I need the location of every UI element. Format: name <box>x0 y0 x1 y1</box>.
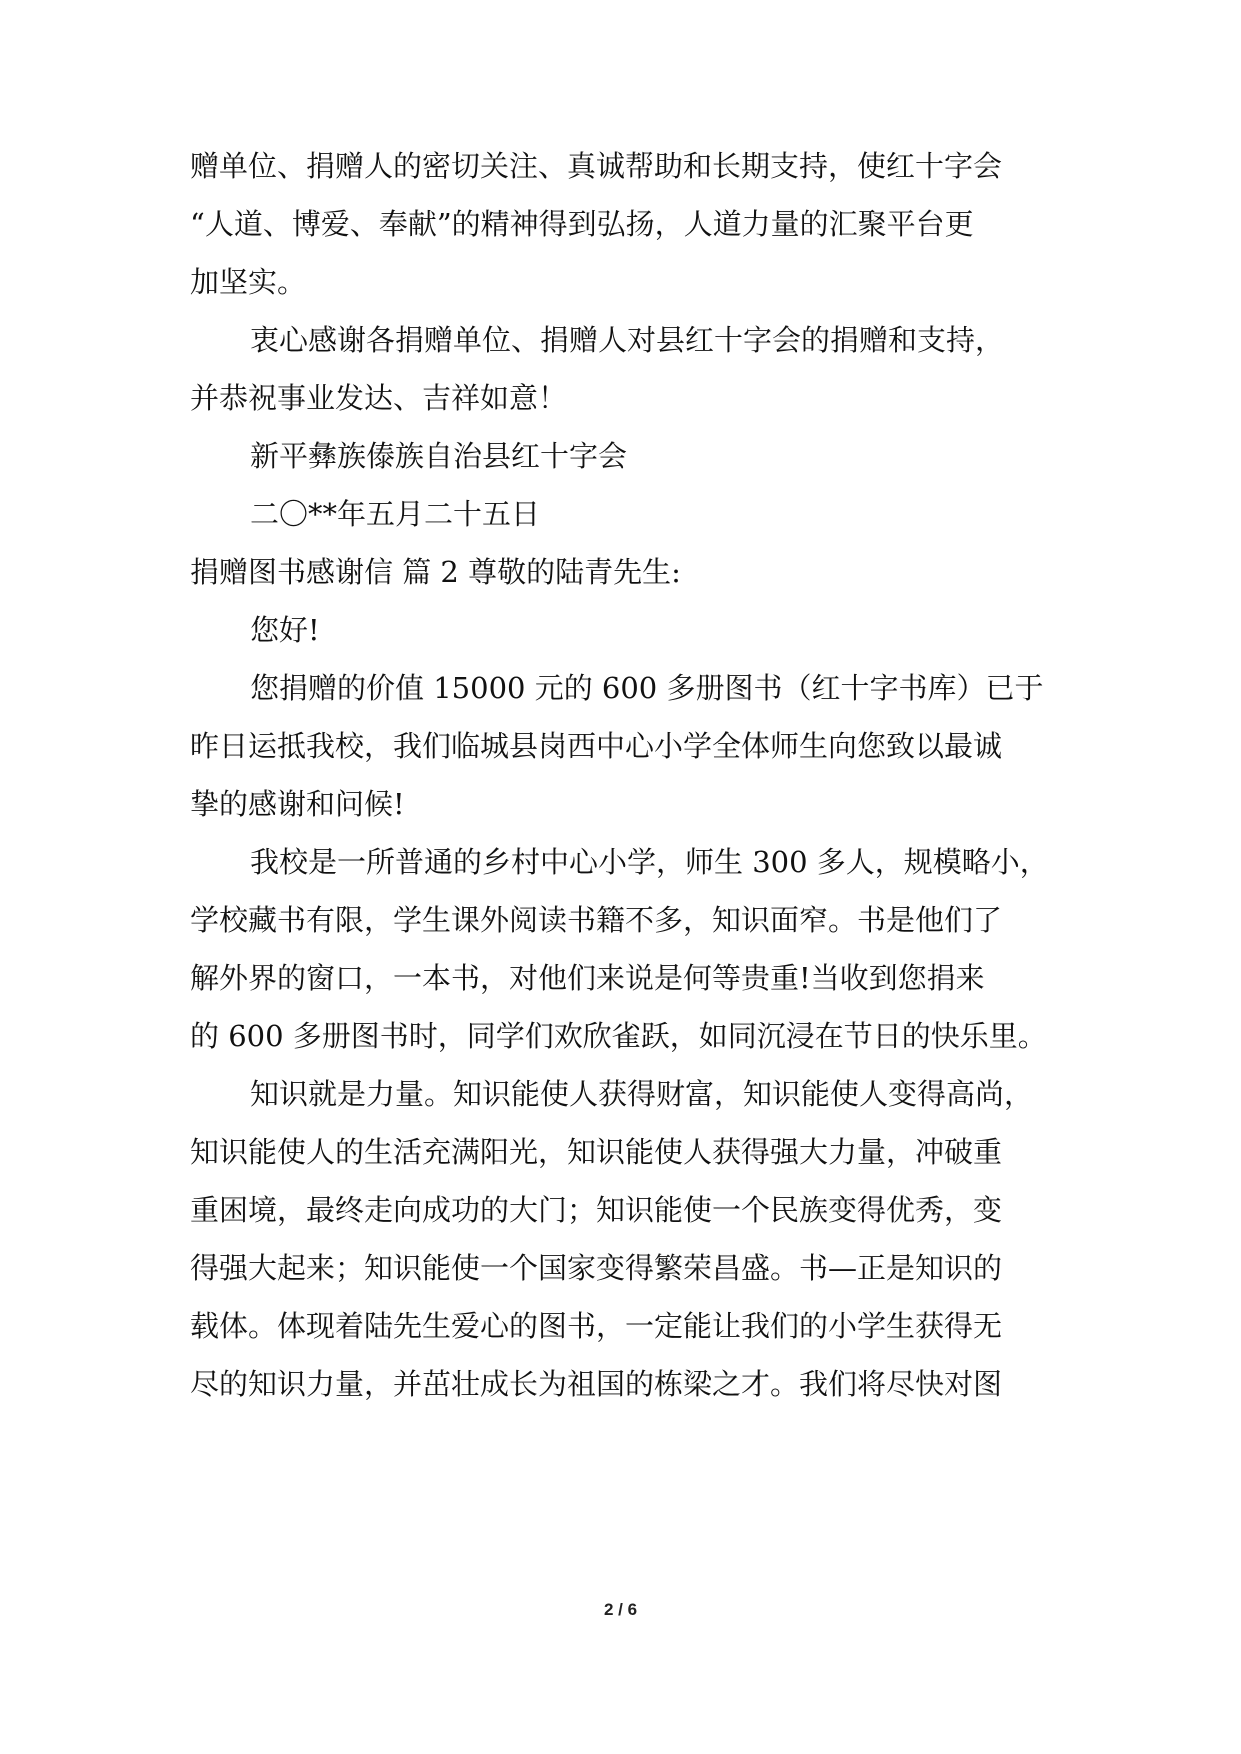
text-line: 加坚实。 <box>190 265 307 299</box>
text-line: 学校藏书有限，学生课外阅读书籍不多，知识面窄。书是他们了 <box>190 903 1003 937</box>
text-line: 载体。体现着陆先生爱心的图书，一定能让我们的小学生获得无 <box>190 1309 1003 1343</box>
text-line: 昨日运抵我校，我们临城县岗西中心小学全体师生向您致以最诚 <box>190 729 1003 763</box>
text-line: 得强大起来；知识能使一个国家变得繁荣昌盛。书—正是知识的 <box>190 1251 1003 1285</box>
text-line: 知识就是力量。知识能使人获得财富，知识能使人变得高尚， <box>250 1077 1034 1111</box>
text-line: 尽的知识力量，并茁壮成长为祖国的栋梁之才。我们将尽快对图 <box>190 1367 1003 1401</box>
text-line: 衷心感谢各捐赠单位、捐赠人对县红十字会的捐赠和支持， <box>250 323 1005 357</box>
text-line: 知识能使人的生活充满阳光，知识能使人获得强大力量，冲破重 <box>190 1135 1003 1169</box>
greeting: 您好! <box>250 613 320 647</box>
text-line: 挚的感谢和问候! <box>190 787 405 821</box>
page-number: 2 / 6 <box>603 1600 638 1619</box>
signature-date: 二〇**年五月二十五日 <box>250 497 541 531</box>
section-heading: 捐赠图书感谢信 篇 2 尊敬的陆青先生: <box>190 555 681 589</box>
text-line: 重困境，最终走向成功的大门；知识能使一个民族变得优秀，变 <box>190 1193 1003 1227</box>
text-line: 解外界的窗口，一本书，对他们来说是何等贵重!当收到您捐来 <box>190 961 985 995</box>
text-line: 的 600 多册图书时，同学们欢欣雀跃，如同沉浸在节日的快乐里。 <box>190 1019 1047 1053</box>
text-line: 您捐赠的价值 15000 元的 600 多册图书（红十字书库）已于 <box>250 671 1044 705</box>
text-line: “人道、博爱、奉献”的精神得到弘扬，人道力量的汇聚平台更 <box>190 207 974 241</box>
text-line: 赠单位、捐赠人的密切关注、真诚帮助和长期支持，使红十字会 <box>190 149 1003 183</box>
signature-org: 新平彝族傣族自治县红十字会 <box>250 439 628 473</box>
text-line: 我校是一所普通的乡村中心小学，师生 300 多人，规模略小， <box>250 845 1049 879</box>
text-line: 并恭祝事业发达、吉祥如意！ <box>190 381 568 415</box>
